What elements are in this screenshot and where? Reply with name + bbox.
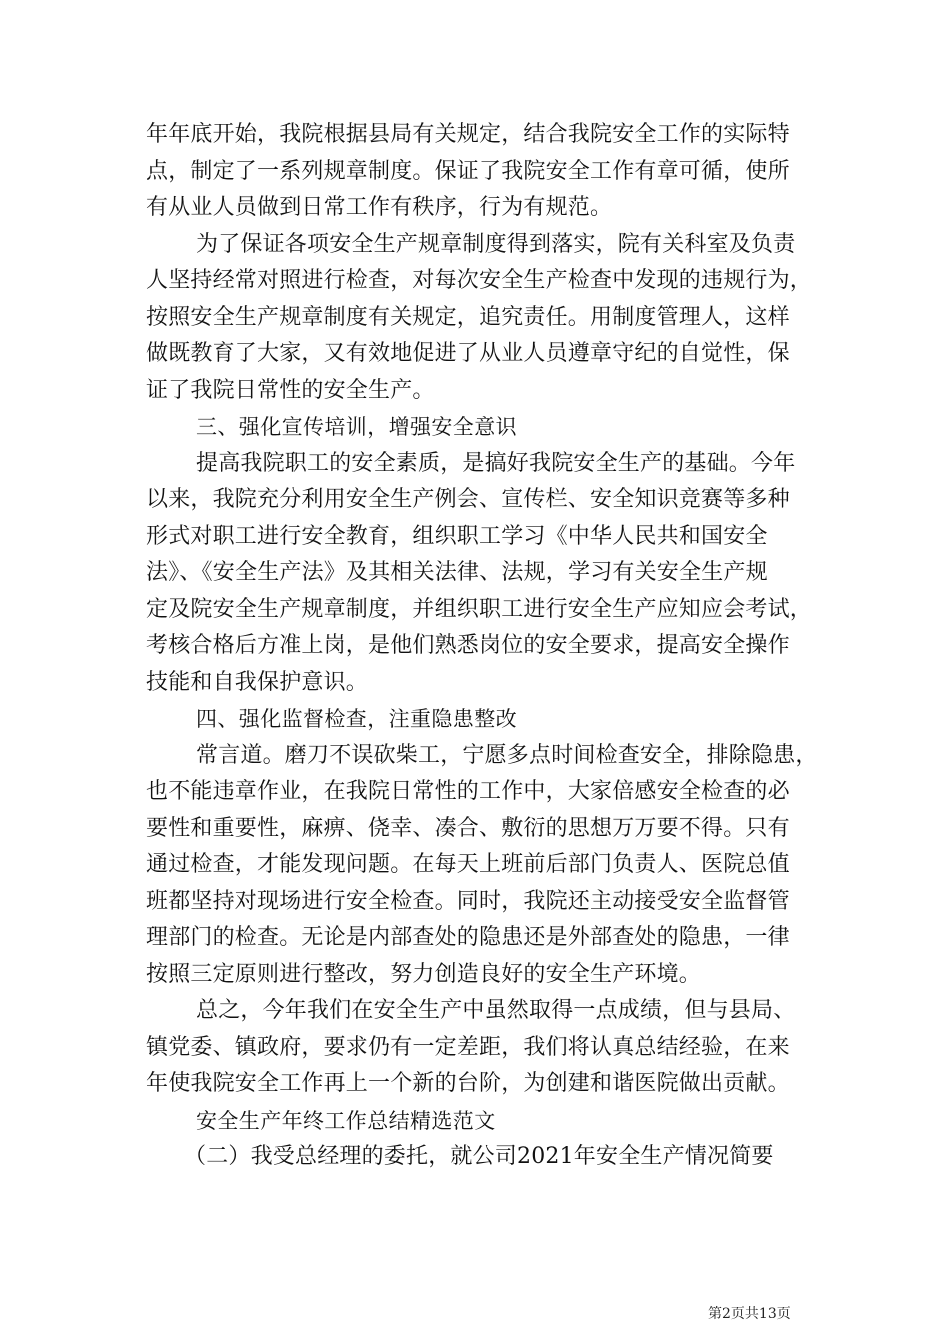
text-line: 技能和自我保护意识。 <box>146 669 369 695</box>
article-subtitle: 安全生产年终工作总结精选范文 <box>196 1108 496 1133</box>
text-line: 按照三定原则进行整改，努力创造良好的安全生产环境。 <box>146 961 702 987</box>
text-line: 做既教育了大家，又有效地促进了从业人员遵章守纪的自觉性，保 <box>146 341 790 366</box>
paragraph-start-line: 常言道。磨刀不误砍柴工，宁愿多点时间检查安全，排除隐患， <box>196 742 818 768</box>
paragraph-start-line: 提高我院职工的安全素质，是搞好我院安全生产的基础。今年 <box>196 450 796 476</box>
text-line: 形式对职工进行安全教育，组织职工学习《中华人民共和国安全 <box>146 523 768 549</box>
text-line: 要性和重要性，麻痹、侥幸、凑合、敷衍的思想万万要不得。只有 <box>146 815 790 841</box>
document-body <box>146 117 818 1176</box>
text-line: 人坚持经常对照进行检查，对每次安全生产检查中发现的违规行为， <box>146 268 813 293</box>
text-line: 按照安全生产规章制度有关规定，追究责任。用制度管理人，这样 <box>146 304 790 330</box>
text-line: 点，制定了一系列规章制度。保证了我院安全工作有章可循，使所 <box>146 158 790 184</box>
text-line: 考核合格后方准上岗，是他们熟悉岗位的安全要求，提高安全操作 <box>146 633 790 658</box>
text-line: 年年底开始，我院根据县局有关规定，结合我院安全工作的实际特 <box>146 122 790 147</box>
text-line: 证了我院日常性的安全生产。 <box>146 377 435 403</box>
text-line: 也不能违章作业，在我院日常性的工作中，大家倍感安全检查的必 <box>146 779 790 804</box>
text-line: 定及院安全生产规章制度，并组织职工进行安全生产应知应会考试， <box>146 596 813 622</box>
text-line: 有从业人员做到日常工作有秩序，行为有规范。 <box>146 195 613 220</box>
text-line: 通过检查，才能发现问题。在每天上班前后部门负责人、医院总值 <box>146 852 790 877</box>
paragraph-start-line: 为了保证各项安全生产规章制度得到落实，院有关科室及负责 <box>196 231 796 257</box>
text-line: 镇党委、镇政府，要求仍有一定差距，我们将认真总结经验，在来 <box>146 1034 790 1060</box>
paragraph-start-line: （二）我受总经理的委托，就公司2021年安全生产情况简要 <box>184 1144 774 1169</box>
text-line: 理部门的检查。无论是内部查处的隐患还是外部查处的隐患，一律 <box>146 925 790 950</box>
paragraph-start-line: 总之，今年我们在安全生产中虽然取得一点成绩，但与县局、 <box>196 998 796 1023</box>
section-heading-4: 四、强化监督检查，注重隐患整改 <box>196 707 517 731</box>
section-heading-3: 三、强化宣传培训，增强安全意识 <box>196 415 517 439</box>
text-line: 以来，我院充分利用安全生产例会、宣传栏、安全知识竞赛等多种 <box>146 487 790 512</box>
text-line: 年使我院安全工作再上一个新的台阶，为创建和谐医院做出贡献。 <box>146 1071 790 1096</box>
text-line: 班都坚持对现场进行安全检查。同时，我院还主动接受安全监督管 <box>146 888 790 914</box>
text-line: 法》、《安全生产法》及其相关法律、法规，学习有关安全生产规 <box>146 560 768 585</box>
page-number: 第2页共13页 <box>708 1306 791 1322</box>
